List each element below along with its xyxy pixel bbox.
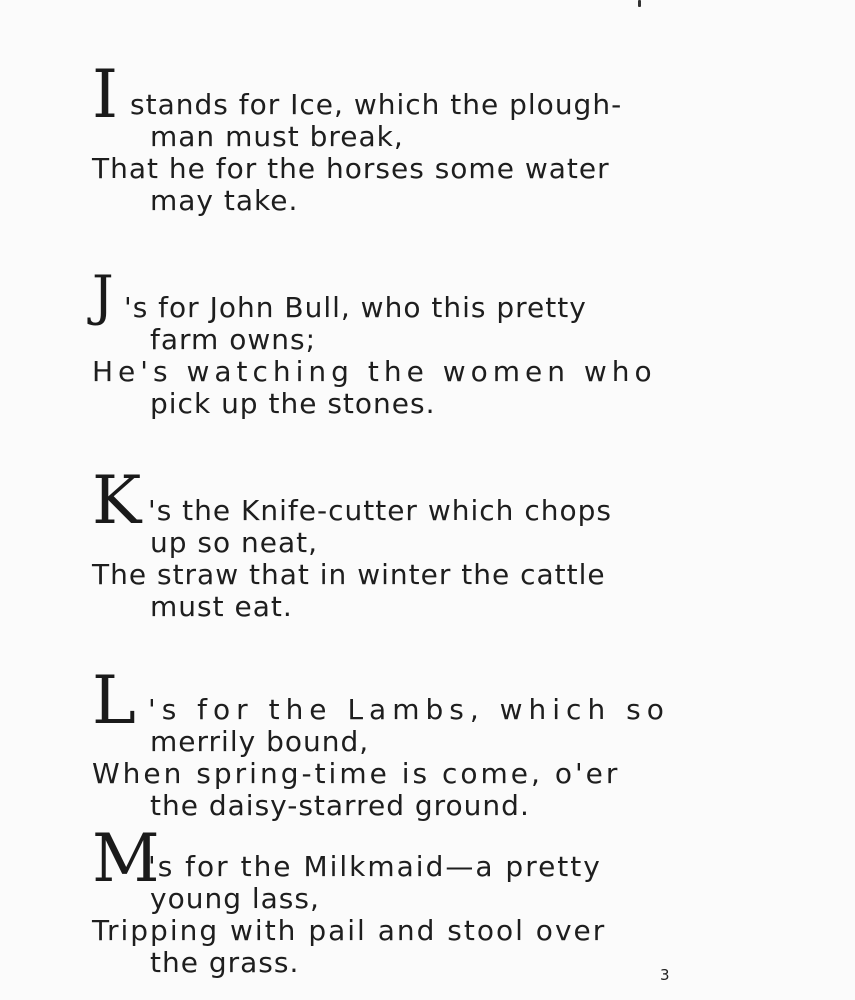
stanza-i — [92, 56, 754, 222]
verse-line: stands for Ice, which the plough- — [130, 88, 623, 121]
verse-line: 's for John Bull, who this pretty — [124, 291, 587, 324]
verse-line: 's for the Lambs, which so — [148, 693, 670, 726]
verse-line: When spring-time is come, o'er — [92, 757, 621, 790]
drop-cap: L — [92, 662, 136, 739]
verse-line: young lass, — [150, 882, 320, 915]
verse-line: may take. — [150, 184, 299, 217]
verse-line: man must break, — [150, 120, 404, 153]
drop-cap: M — [92, 820, 160, 897]
verse-line: He's watching the women who — [92, 355, 657, 388]
verse-line: the grass. — [150, 946, 300, 979]
drop-cap: J — [92, 264, 114, 327]
stanza-j — [92, 265, 754, 425]
ink-speck — [638, 0, 641, 7]
stanza-m — [92, 820, 754, 986]
verse-line: Tripping with pail and stool over — [92, 914, 607, 947]
verse-line: merrily bound, — [150, 725, 370, 758]
verse-line: the daisy-starred ground. — [150, 789, 530, 822]
verse-line: 's the Knife-cutter which chops — [148, 494, 612, 527]
stanza-k — [92, 462, 754, 628]
drop-cap: I — [92, 56, 119, 133]
verse-line: must eat. — [150, 590, 293, 623]
verse-line: pick up the stones. — [150, 387, 436, 420]
verse-line: up so neat, — [150, 526, 319, 559]
verse-line: That he for the horses some water — [92, 152, 610, 185]
drop-cap: K — [92, 462, 142, 539]
stanza-l — [92, 662, 754, 828]
verse-line: The straw that in winter the cattle — [92, 558, 606, 591]
verse-line: farm owns; — [150, 323, 317, 356]
verse-line: 's for the Milkmaid—a pretty — [148, 850, 602, 883]
page-number: 3 — [660, 966, 670, 984]
